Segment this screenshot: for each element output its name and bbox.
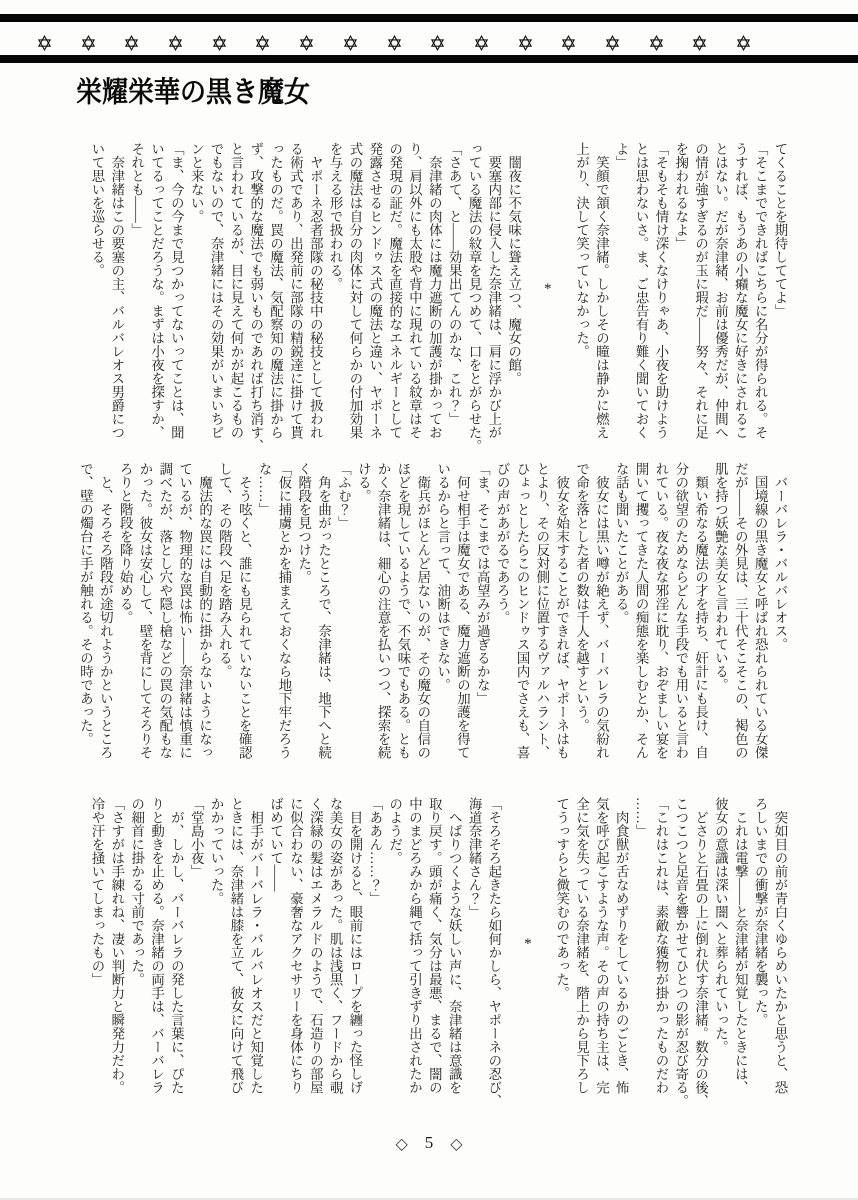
text-column: バーバレラ・バルバレオス。 (773, 462, 788, 651)
text-column: かく奈津緒は、細心の注意を払いつつ、探索を続 (376, 462, 392, 759)
star-of-david-icon (692, 35, 707, 51)
text-column: 角を曲がったところで、奈津緒は、地下へと続 (316, 462, 332, 759)
text-column: ず、攻撃的な魔法でも弱いものであれば打ち消す、 (248, 142, 264, 453)
text-column: して、その階段へ足を踏み入れる。 (217, 462, 233, 678)
text-column: 「そろそろ起きたら如何かしら、ヤポーネの忍び、 (486, 797, 502, 1108)
text-column: 類い希なる魔法の才を持ち、奸計にも長け、自 (693, 462, 709, 759)
text-column: とより、その反対側に位置するヴァルハラント、 (534, 462, 550, 759)
text-column: こつこつと足音を響かせてひとつの影が忍び寄る。 (673, 797, 689, 1108)
star-of-david-icon (561, 35, 576, 51)
text-column: の細首に掛かる寸前であった。 (129, 797, 145, 986)
text-column: とはない。だが奈津緒、お前は優秀だが、仲間へ (713, 142, 729, 439)
star-of-david-icon (649, 35, 664, 51)
text-column: 「さすがは手練れね、凄い判断力と瞬発力だわ。 (109, 797, 125, 1094)
text-column: 調べたが、落とし穴や隠し槍などの罠の気配もな (157, 462, 173, 759)
text-column: ったものだ。罠の魔法、気配察知の魔法に掛から (268, 142, 284, 439)
diamond-icon: ◇ (450, 1133, 463, 1153)
text-column: 取り戻す。頭が痛く、気分は最悪、まるで、闇の (427, 797, 443, 1094)
text-column: 「ま、そこまでは高望みが過ぎるかな」 (475, 462, 491, 705)
text-column: で命を落とした者の数は千人を越すという。 (574, 462, 590, 732)
text-column: 笑顔で頷く奈津緒。しかしその瞳は静かに燃え (594, 142, 610, 439)
star-of-david-icon (736, 35, 751, 51)
text-column: かった。彼女は安心して、壁を背にしてそろりそ (138, 462, 153, 759)
text-column: てくることを期待しててよ」 (773, 142, 788, 318)
text-column: 肌を持つ妖艶な美女と言われている。 (713, 462, 729, 692)
text-column: が、しかし、バーバレラの発した言葉に、ぴた (169, 797, 185, 1094)
text-column: 「そもそも情け深くなけりゃあ、小夜を助けよう (653, 142, 669, 439)
text-column: 奈津緒はこの要塞の主、バルバレオス男爵につ (109, 142, 125, 439)
text-column: のようだ。 (387, 797, 403, 865)
star-of-david-icon (168, 35, 183, 51)
star-of-david-icon (212, 35, 227, 51)
text-column: 何せ相手は魔女である、魔力遮断の加護を得て (455, 462, 471, 759)
star-of-david-icon (387, 35, 402, 51)
text-column: 闇夜に不気味に聳え立つ、魔女の館。 (506, 142, 522, 385)
star-of-david-icon (124, 35, 139, 51)
text-column: 「ま、今の今まで見つかってないってことは、聞 (169, 142, 185, 439)
diamond-icon: ◇ (395, 1133, 408, 1153)
text-column: どさりと石畳の上に倒れ伏す奈津緒。数分の後、 (693, 797, 709, 1108)
text-column: 彼女には黒い噂が絶えず、バーバレラの気紛れ (594, 462, 610, 759)
scene-break-asterisk (524, 142, 572, 436)
text-column: を掬われるなよ」 (673, 142, 689, 250)
text-column: よ」 (614, 142, 630, 169)
star-of-david-icon (299, 35, 314, 51)
star-of-david-icon (81, 35, 96, 51)
text-column: り、肩以外にも太股や背中に現れている紋章はそ (407, 142, 423, 439)
page-title: 栄耀栄華の黒き魔女 (76, 74, 311, 108)
text-column: 彼女を始末することができれば、ヤポーネはも (554, 462, 570, 759)
star-of-david-icon (474, 35, 489, 51)
star-of-david-icon (37, 35, 52, 51)
star-of-david-icon (343, 35, 358, 51)
star-of-david-icon (255, 35, 270, 51)
text-column: 衛兵がほとんど居ないのが、その魔女の自信の (415, 462, 431, 759)
text-column: 「堂島小夜」 (189, 797, 205, 878)
text-column: 上がり、決して笑っていなかった。 (574, 142, 590, 358)
text-column: 「仮に捕虜とかを捕まえておくなら地下牢だろう (276, 462, 292, 759)
text-column: ンと来ない。 (189, 142, 205, 223)
text-column: これは電撃——と奈津緒が知覚したときには、 (733, 797, 749, 1094)
asterisk-separator: * (524, 935, 532, 952)
text-column: 魔法的な罠には自動的に掛からないようになっ (197, 462, 213, 759)
text-column: 「さあて、と——効果出てんのかな、これ？」 (447, 142, 463, 426)
text-column: ろりと階段を降り始める。 (118, 462, 134, 624)
text-section-3 (74, 797, 790, 1108)
text-column: へばりつくような妖しい声に、奈津緒は意識を (447, 797, 463, 1094)
text-column: かかっていった。 (209, 797, 225, 905)
page-footer (0, 1130, 858, 1156)
text-column: 気を呼び起こすような声。その声の持ち主は、完 (594, 797, 610, 1094)
text-column: 突如目の前が青白くゆらめいたかと思うと、恐 (773, 797, 788, 1094)
text-column: 式の魔法は自分の肉体に対して何らかの付加効果 (347, 142, 363, 439)
text-column: ときには、奈津緒は膝を立て、彼女に向けて飛び (228, 797, 244, 1094)
text-column: ろしいまでの衝撃が奈津緒を襲った。 (753, 797, 769, 1027)
text-column: な……」 (257, 462, 273, 516)
text-column: ばめていて—— (268, 797, 284, 892)
star-of-david-icon (605, 35, 620, 51)
text-column: 相手がバーバレラ・バルバレオスだと知覚した (248, 797, 264, 1094)
text-column: 全に気を失っている奈津緒を、階上から見下ろし (574, 797, 590, 1094)
text-column: ける。 (356, 462, 372, 503)
text-column: いてるってことだろうな。まずは小夜を探すか、 (149, 142, 165, 439)
text-column: く深緑の髪はエメラルドのようで、石造りの部屋 (308, 797, 324, 1094)
text-column: れている。夜な夜な邪淫に耽り、おぞましい宴を (653, 462, 669, 759)
text-column: 彼女の意識は深い闇へと葬られていった。 (713, 797, 729, 1054)
text-column: ……」 (634, 797, 650, 838)
text-section-2 (74, 462, 790, 759)
text-column: と、そろそろ階段が途切れようかというところ (98, 462, 114, 759)
text-column: 肉食獣が舌なめずりをしているかのごとき、怖 (614, 797, 630, 1094)
text-column: いるからと言って、油断はできない。 (435, 462, 451, 692)
text-column: の情が強すぎるのが玉に瑕だ——努々、それに足 (693, 142, 709, 439)
text-column: な美女の姿があった。肌は浅黒く、フードから覗 (328, 797, 344, 1094)
text-column: を与える形で扱われる。 (328, 142, 344, 291)
text-column: 中のまどろみから縄で括って引きずり出されたか (407, 797, 423, 1094)
text-column: っている魔法の紋章を見つめて、口をとがらせた。 (467, 142, 483, 453)
text-column: びの声があがるであろう。 (495, 462, 511, 624)
text-section-1 (74, 142, 790, 453)
text-column: 「そこまでできればこちらに名分が得られる。そ (753, 142, 769, 439)
star-of-david-icon (430, 35, 445, 51)
text-column: てうっすらと微笑むのであった。 (554, 797, 570, 1000)
text-column: 「これはこれは、素敵な獲物が掛かったものだわ (653, 797, 669, 1094)
text-column: 「ああん……？」 (367, 797, 383, 905)
star-border-row (37, 34, 751, 51)
text-column: うすれば、もうあの小癪な魔女に好きにされるこ (733, 142, 749, 439)
star-of-david-icon (518, 35, 533, 51)
text-column: それとも——」 (129, 142, 145, 237)
scene-break-asterisk (504, 797, 552, 1091)
text-column: 発露させるヒンドゥス式の魔法と違い、ヤポーネ (367, 142, 383, 439)
text-column: 「ふむ？」 (336, 462, 352, 530)
text-column: とは思わないさ。ま、ご忠告有り難く聞いておく (634, 142, 650, 439)
text-column: る術式であり、出発前に部隊の精鋭達に掛けて貰 (288, 142, 304, 439)
text-column: 冷や汗を掻いてしまったもの」 (90, 797, 105, 986)
text-column: で、壁の燭台に手が触れる。その時であった。 (78, 462, 94, 746)
text-column: ているが、物理的な罠は怖い——奈津緒は慎重に (177, 462, 193, 759)
text-column: と言われているが、目に見えて何かが起こるもの (228, 142, 244, 439)
text-column: そう呟くと、誰にも見られていないことを確認 (237, 462, 253, 759)
text-column: でもないので、奈津緒にはその効果がいまいちピ (209, 142, 225, 439)
text-column: 要塞内部に侵入した奈津緒は、肩に浮かび上が (486, 142, 502, 439)
text-column: ヤポーネ忍者部隊の秘技中の秘技として扱われ (308, 142, 324, 439)
text-column: 国境線の黒き魔女と呼ばれ恐れられている女傑 (753, 462, 769, 759)
second-rule (0, 55, 858, 63)
text-column: りと動きを止める。奈津緒の両手は、バーバレラ (149, 797, 165, 1094)
text-column: な話も聞いたことがある。 (614, 462, 630, 624)
text-column: ほどを現しているようで、不気味でもある。とも (395, 462, 411, 759)
text-column: 目を開けると、眼前にはロープを纏った怪しげ (347, 797, 363, 1094)
text-column: く階段を見つけた。 (296, 462, 312, 584)
text-column: 海道奈津緒さん？」 (467, 797, 483, 919)
text-column: の発現の証だ。魔法を直接的なエネルギーとして (387, 142, 403, 439)
text-column: 分の欲望のためならどんな手段でも用いると言わ (673, 462, 689, 759)
text-column: いて思いを巡らせる。 (90, 142, 105, 277)
text-column: に似合わない、豪奢なアクセサリーを身体にちり (288, 797, 304, 1094)
text-column: だが——その外見は、三十代そこそこの、褐色の (733, 462, 749, 759)
asterisk-separator: * (543, 280, 552, 297)
page-number: 5 (424, 1133, 434, 1152)
text-column: ひょっとしたらこのヒンドゥス国内でさえも、喜 (515, 462, 531, 759)
top-rule (0, 14, 858, 22)
text-column: 奈津緒の肉体には魔力遮断の加護が掛かってお (427, 142, 443, 439)
text-column: 開いて攫ってきた人間の痴態を楽しむとか、そん (634, 462, 650, 759)
